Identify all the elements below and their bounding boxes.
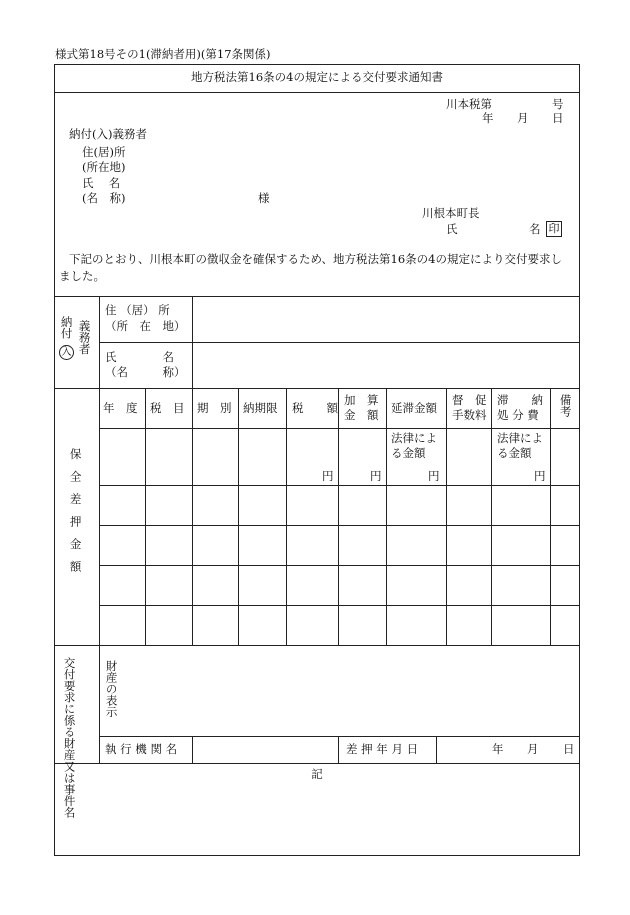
seal-mark (546, 221, 562, 237)
property-label: 財産の表示 (104, 660, 119, 718)
obligor-name-field[interactable] (193, 343, 579, 388)
issuer-title: 川根本町長 (422, 206, 480, 220)
notice-number-prefix: 川本税第 (446, 97, 492, 111)
notice-title: 地方税法第16条の4の規定による交付要求通知書 (191, 70, 443, 84)
by-law-disposal-2: る金額 (497, 446, 532, 460)
col-additional-1: 加 算 (344, 393, 379, 407)
date-month: 月 (517, 111, 529, 125)
col-tax-item: 税 目 (150, 401, 185, 415)
addressee-address-label: 住(居)所 (82, 145, 126, 159)
obligor-side-label (60, 316, 96, 376)
addressee-heading: 納付(入)義務者 (69, 127, 147, 141)
form-number-label: 様式第18号その1(滞納者用)(第17条関係) (55, 47, 271, 61)
by-law-delinquency-2: る金額 (391, 446, 426, 460)
col-demand-1: 督 促 (452, 393, 487, 407)
notice-number-suffix: 号 (552, 97, 564, 111)
body-line-2: ました。 (59, 269, 105, 283)
yen-disposal: 円 (534, 469, 546, 483)
date-day: 日 (552, 111, 564, 125)
addressee-name-sub: (名 称) (82, 191, 126, 205)
obligor-address-field[interactable] (193, 297, 579, 342)
addressee-name-label: 氏 名 (82, 176, 121, 190)
addressee-address-sub: (所在地) (82, 160, 126, 174)
executing-agency-field[interactable] (193, 737, 337, 763)
obligor-side-label-circle: 入 (59, 345, 74, 360)
record-label: 記 (311, 767, 323, 781)
col-fiscal-year: 年 度 (103, 401, 138, 415)
col-tax-amount: 税 額 (292, 401, 338, 415)
body-line-1: 下記のとおり、川根本町の徴収金を確保するため、地方税法第16条の4の規定により交付要求し (69, 252, 562, 266)
seizure-date-year: 年 (492, 742, 504, 756)
obligor-side-label-b: 義務者 (77, 320, 92, 355)
obligor-name-label: 氏 名 (105, 350, 174, 364)
property-description-field[interactable] (125, 646, 579, 735)
obligor-address-sub: （所 在 地） (105, 319, 186, 333)
seizure-side-label: 保全差押金額 (68, 448, 83, 583)
seizure-date-label: 差 押 年 月 日 (346, 742, 419, 756)
yen-additional: 円 (370, 469, 382, 483)
col-disposal-1: 滞 納 (497, 393, 543, 407)
col-remarks: 備考 (558, 394, 573, 417)
record-field[interactable] (55, 785, 579, 855)
seizure-date-month: 月 (527, 742, 539, 756)
col-due-date: 納期限 (243, 401, 278, 415)
obligor-name-sub: （名 称） (105, 365, 186, 379)
property-side-label: 交付要求に係る財産又は事件名 (62, 657, 77, 818)
by-law-delinquency-1: 法律によ (391, 431, 437, 445)
yen-tax-amount: 円 (322, 469, 334, 483)
seizure-date-day: 日 (563, 742, 575, 756)
col-demand-2: 手数料 (452, 408, 487, 422)
date-year: 年 (482, 111, 494, 125)
by-law-disposal-1: 法律によ (497, 431, 543, 445)
obligor-address-label: 住 （居） 所 (105, 303, 170, 317)
col-delinquency: 延滞金額 (391, 401, 437, 415)
col-disposal-2: 処 分 費 (497, 408, 539, 422)
issuer-name-label-1: 氏 (446, 222, 458, 236)
issuer-name-label-2: 名 (529, 222, 541, 236)
executing-agency-label: 執 行 機 関 名 (105, 742, 178, 756)
yen-delinquency: 円 (428, 469, 440, 483)
seal-box: 印 (546, 221, 562, 237)
obligor-side-label-a: 納付 (59, 316, 74, 339)
honorific: 様 (258, 191, 270, 205)
col-additional-2: 金 額 (344, 408, 379, 422)
col-term: 期 別 (197, 401, 232, 415)
